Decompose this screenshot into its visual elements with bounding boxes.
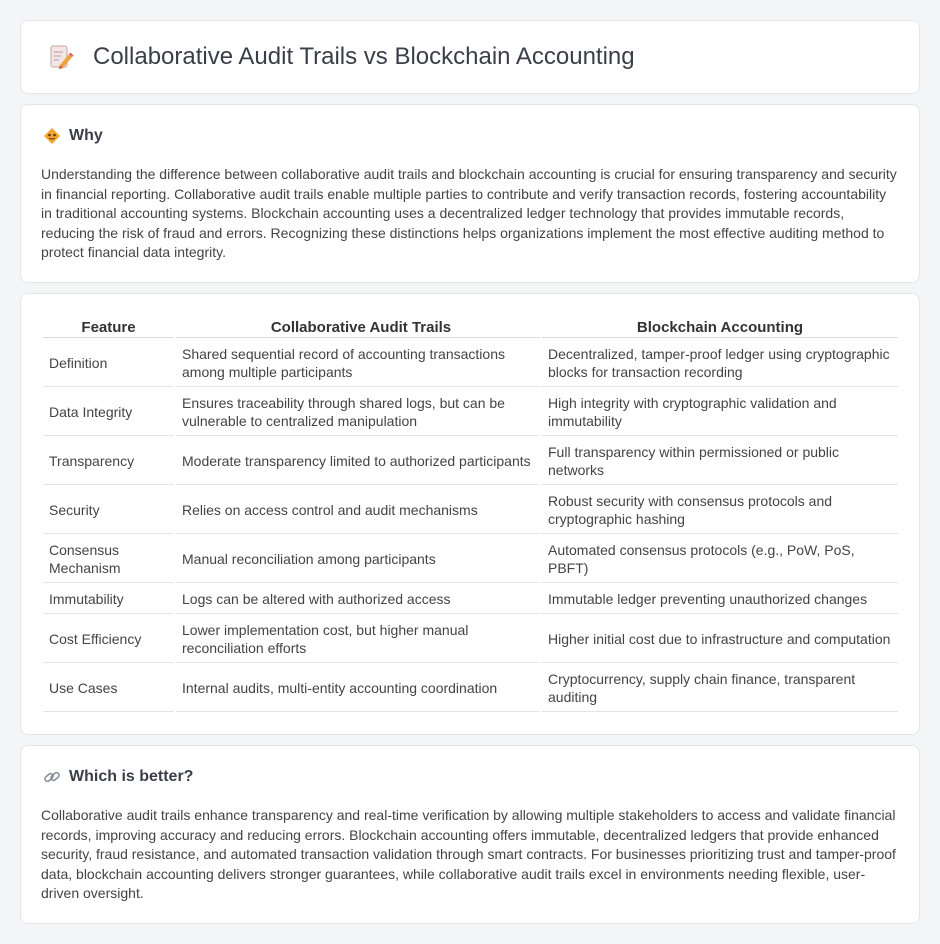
table-row (43, 389, 898, 436)
table-row (43, 487, 898, 534)
audit-trails-cell: Relies on access control and audit mechanisms (176, 487, 540, 534)
table-row (43, 665, 898, 712)
audit-trails-cell: Ensures traceability through shared logs, but can be vulnerable to centralized manipulation (176, 389, 540, 436)
document-edit-icon (47, 43, 75, 71)
audit-trails-cell: Manual reconciliation among participants (176, 536, 540, 583)
why-title: Why (69, 127, 103, 144)
blockchain-cell: Full transparency within permissioned or public networks (542, 438, 898, 485)
audit-trails-cell: Shared sequential record of accounting transactions among multiple participants (176, 340, 540, 387)
comparison-table (41, 315, 900, 714)
feature-cell: Transparency (43, 438, 174, 485)
audit-trails-cell: Logs can be altered with authorized access (176, 585, 540, 614)
feature-cell: Consensus Mechanism (43, 536, 174, 583)
table-header-row (43, 317, 898, 338)
link-icon (43, 768, 61, 786)
blockchain-cell: High integrity with cryptographic validation and immutability (542, 389, 898, 436)
audit-trails-cell: Internal audits, multi-entity accounting coordination (176, 665, 540, 712)
audit-trails-cell: Lower implementation cost, but higher manual reconciliation efforts (176, 616, 540, 663)
feature-cell: Security (43, 487, 174, 534)
column-header: Feature (43, 317, 174, 338)
title-card (20, 20, 920, 94)
table-row (43, 585, 898, 614)
page-title: Collaborative Audit Trails vs Blockchain Accounting (93, 43, 635, 70)
blockchain-cell: Decentralized, tamper-proof ledger using cryptographic blocks for transaction recording (542, 340, 898, 387)
feature-cell: Use Cases (43, 665, 174, 712)
comparison-card (20, 293, 920, 735)
feature-cell: Definition (43, 340, 174, 387)
which-is-better-text: Collaborative audit trails enhance transparency and real-time verification by allowing multiple stakeholders to access and validate financial records, improving accuracy and reducing errors. Blockchain accounting offers immutable, decentralized ledgers that provide enhanced security, fraud resistance, and automated transaction validation through smart contracts. For businesses prioritizing trust and tamper-proof data, blockchain accounting delivers stronger guarantees, while collaborative audit trails excel in environments needing flexible, user-driven oversight. (41, 807, 896, 902)
which-is-better-section (20, 745, 920, 924)
diamond-warning-icon (43, 127, 61, 145)
table-row (43, 536, 898, 583)
why-section (20, 104, 920, 283)
blockchain-cell: Automated consensus protocols (e.g., PoW, PoS, PBFT) (542, 536, 898, 583)
blockchain-cell: Robust security with consensus protocols and cryptographic hashing (542, 487, 898, 534)
feature-cell: Data Integrity (43, 389, 174, 436)
blockchain-cell: Higher initial cost due to infrastructure and computation (542, 616, 898, 663)
table-row (43, 616, 898, 663)
blockchain-cell: Immutable ledger preventing unauthorized changes (542, 585, 898, 614)
table-row (43, 438, 898, 485)
audit-trails-cell: Moderate transparency limited to authorized participants (176, 438, 540, 485)
column-header: Blockchain Accounting (542, 317, 898, 338)
column-header: Collaborative Audit Trails (176, 317, 540, 338)
feature-cell: Immutability (43, 585, 174, 614)
blockchain-cell: Cryptocurrency, supply chain finance, transparent auditing (542, 665, 898, 712)
feature-cell: Cost Efficiency (43, 616, 174, 663)
table-row (43, 340, 898, 387)
why-text: Understanding the difference between collaborative audit trails and blockchain accounting is crucial for ensuring transparency and security in financial reporting. Collaborative audit trails enable multiple parties to contribute and verify transaction records, fostering accountability in traditional accounting systems. Blockchain accounting uses a decentralized ledger technology that provides immutable records, reducing the risk of fraud and errors. Recognizing these distinctions helps organizations implement the most effective auditing method to protect financial data integrity. (41, 166, 897, 261)
which-is-better-title: Which is better? (69, 768, 194, 785)
